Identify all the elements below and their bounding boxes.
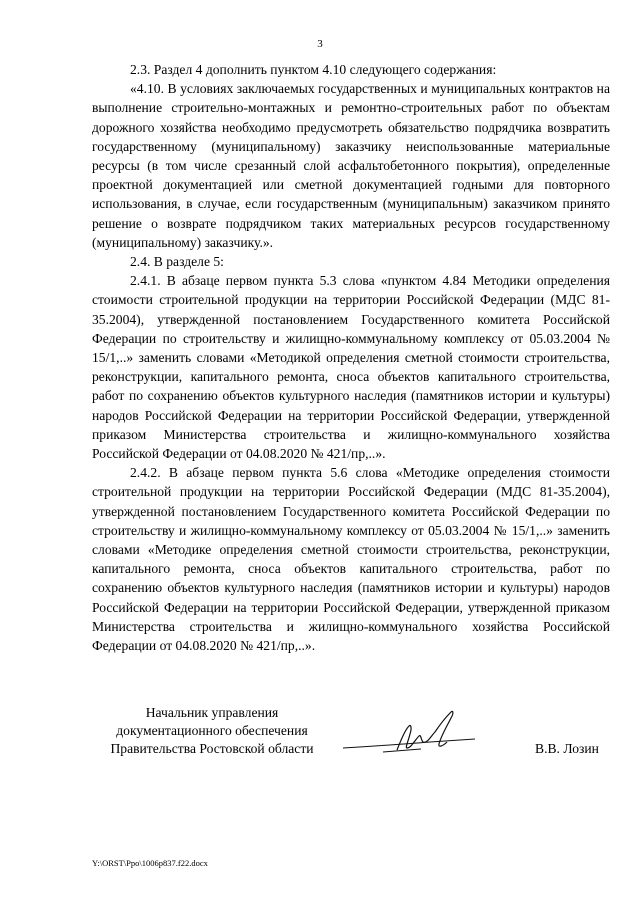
document-body (92, 60, 610, 655)
paragraph-4-10: «4.10. В условиях заключаемых государственных и муниципальных контрактов на выполнение строительно-монтажных и ремонтно-строительных работ по объектам дорожного хозяйства необходимо предусмотреть обязательство подрядчика возвратить государственному (муниципальному) заказчику неиспользованные материальные ресурсы (в том числе срезанный слой асфальтобетонного покрытия), определенные проектной документацией или сметной документацией годными для повторного использования, в случае, если государственным (муниципальным) заказчиком принято решение о возврате подрядчиком таких материальных ресурсов государственному (муниципальному) заказчику.». (92, 81, 610, 250)
signatory-title-line: документационного обеспечения (116, 723, 308, 738)
signatory-title (92, 704, 332, 758)
page-number: 3 (317, 38, 323, 50)
paragraph-2-3: 2.3. Раздел 4 дополнить пунктом 4.10 следующего содержания: (130, 62, 497, 77)
signatory-name: В.В. Лозин (535, 741, 599, 756)
signature-block (0, 704, 640, 764)
signatory-title-line: Правительства Ростовской области (110, 741, 314, 756)
paragraph-2-4-2: 2.4.2. В абзаце первом пункта 5.6 слова «Методике определения стоимости строительной продукции на территории Российской Федерации (МДС 81-35.2004), утвержденной постановлением Государственного комитета Российской Федерации по строительству и жилищно-коммунальному комплексу от 05.03.2004 № 15/1,..» заменить словами «Методике определения сметной стоимости строительства, реконструкции, капитального ремонта, сноса объектов капитального строительства, работ по сохранению объектов культурного наследия (памятников истории и культуры) народов Российской Федерации на территории Российской Федерации, утвержденной приказом Министерства строительства и жилищно-коммунального хозяйства Российской Федерации от 04.08.2020 № 421/пр,..». (92, 465, 610, 654)
footer-file-path: Y:\ORST\Ppo\1006p837.f22.docx (92, 858, 208, 868)
paragraph-2-4-1: 2.4.1. В абзаце первом пункта 5.3 слова «пунктом 4.84 Методики определения стоимости строительной продукции на территории Российской Федерации (МДС 81-35.2004), утвержденной постановлением Государственного комитета Российской Федерации по строительству и жилищно-коммунальному комплексу от 05.03.2004 № 15/1,..» заменить словами «Методикой определения сметной стоимости строительства, реконструкции, капитального ремонта, сноса объектов капитального строительства, работ по сохранению объектов культурного наследия (памятников истории и культуры) народов Российской Федерации на территории Российской Федерации, утвержденной приказом Министерства строительства и жилищно-коммунального хозяйства Российской Федерации от 04.08.2020 № 421/пр,..». (92, 273, 610, 462)
handwritten-signature (335, 704, 485, 764)
paragraph-2-4: 2.4. В разделе 5: (130, 254, 224, 270)
signatory-title-line: Начальник управления (145, 705, 279, 720)
